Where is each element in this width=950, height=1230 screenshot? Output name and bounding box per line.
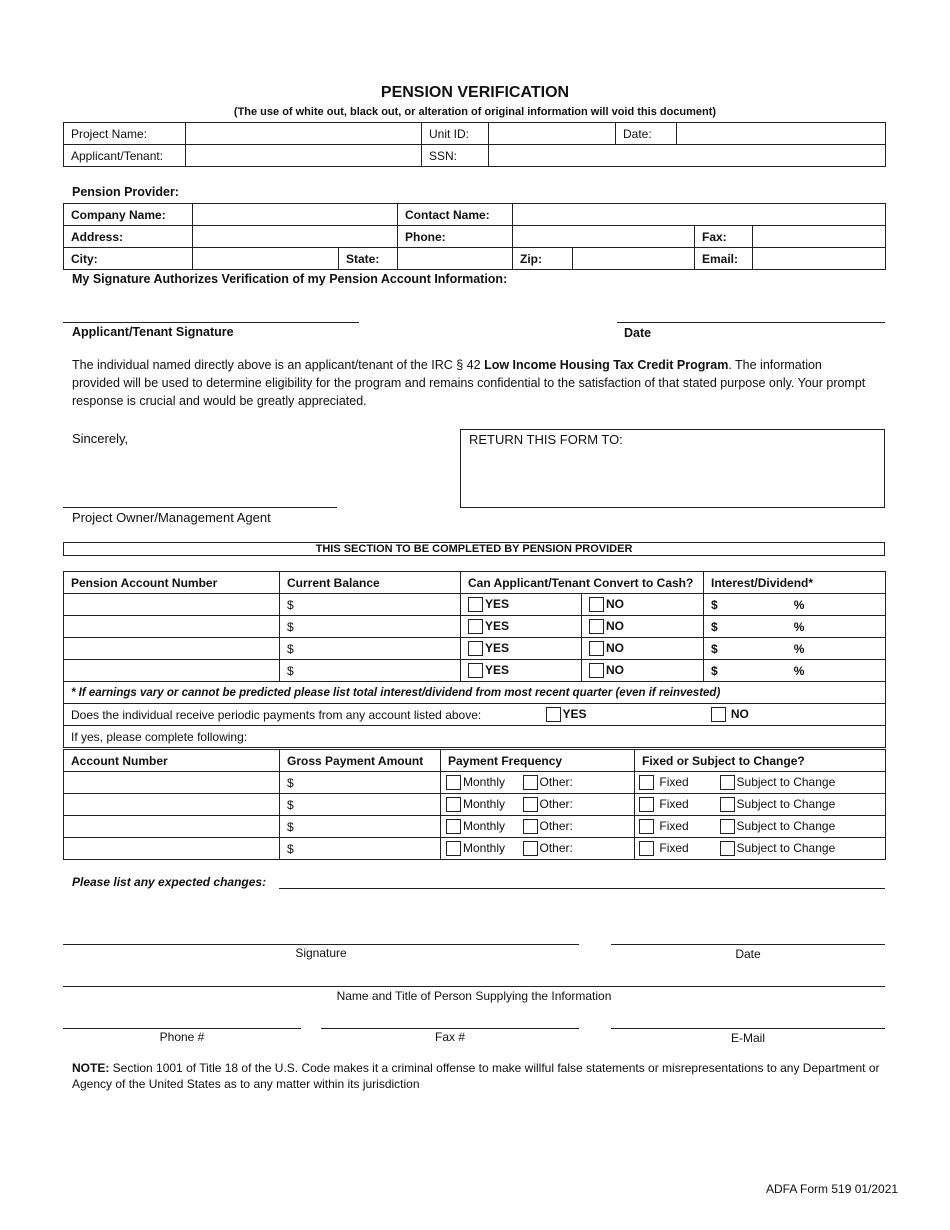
no-checkbox[interactable] [589,641,604,656]
form-id: ADFA Form 519 01/2021 [766,1182,899,1196]
company-name-field[interactable] [193,204,398,226]
date-field[interactable] [677,123,886,145]
col-payment-frequency: Payment Frequency [441,750,635,772]
expected-changes-line[interactable] [279,888,885,889]
col-fixed-change: Fixed or Subject to Change? [635,750,886,772]
table-row: $ YES NO $ % [64,660,886,682]
page-subtitle: (The use of white out, black out, or alteration of original information will void this document) [233,106,717,118]
account-number-cell[interactable] [64,838,280,860]
project-name-field[interactable] [186,123,422,145]
gross-payment-cell[interactable]: $ [280,816,441,838]
other-checkbox[interactable] [523,797,538,812]
applicant-field[interactable] [186,145,422,167]
monthly-checkbox[interactable] [446,775,461,790]
interest-cell[interactable]: $ % [704,594,886,616]
subject-checkbox[interactable] [720,819,735,834]
company-name-label: Company Name: [64,204,193,226]
return-form-label: RETURN THIS FORM TO: [469,432,623,447]
earnings-footnote: * If earnings vary or cannot be predicted please list total interest/dividend from most recent quarter (even if reinvested) [64,682,886,704]
fax-label: Fax: [695,226,753,248]
fixed-checkbox[interactable] [639,819,654,834]
monthly-checkbox[interactable] [446,797,461,812]
gross-payment-cell[interactable]: $ [280,794,441,816]
account-number-cell[interactable] [64,794,280,816]
phone-field[interactable] [513,226,695,248]
balance-cell[interactable]: $ [280,594,461,616]
col-gross-payment: Gross Payment Amount [280,750,441,772]
unit-id-field[interactable] [489,123,616,145]
no-checkbox[interactable] [589,597,604,612]
program-paragraph [72,356,872,410]
account-number-cell[interactable] [64,772,280,794]
provider-date-line[interactable] [611,944,885,945]
pension-accounts-table: Pension Account Number Current Balance Can Applicant/Tenant Convert to Cash? Interest/Dividend* $ YES NO $ % $ YES NO $ % $ YES NO $ % $ YES NO $ % * If earnings vary or cannot be predicted please list total interest/dividend from most recent quarter (even if reinvested) Does the individual receive periodic payments from any account listed above: YES NO If yes, please complete following: [63,571,886,748]
account-number-cell[interactable] [64,616,280,638]
name-title-label: Name and Title of Person Supplying the Information [336,989,612,1003]
zip-label: Zip: [513,248,573,270]
fixed-checkbox[interactable] [639,797,654,812]
page-title: PENSION VERIFICATION [380,84,570,101]
fax-field[interactable] [753,226,886,248]
fixed-checkbox[interactable] [639,841,654,856]
other-checkbox[interactable] [523,819,538,834]
balance-cell[interactable]: $ [280,616,461,638]
table-row: $ Monthly Other: Fixed Subject to Change [64,816,886,838]
if-yes-text: If yes, please complete following: [64,726,886,748]
provider-table [63,203,886,270]
applicant-date-label: Date [624,326,652,340]
no-checkbox[interactable] [589,619,604,634]
address-label: Address: [64,226,193,248]
unit-id-label: Unit ID: [422,123,489,145]
account-number-cell[interactable] [64,594,280,616]
gross-payment-cell[interactable]: $ [280,838,441,860]
state-label: State: [339,248,398,270]
col-current-balance: Current Balance [280,572,461,594]
return-form-box[interactable] [460,429,885,508]
fax-line[interactable] [321,1028,579,1029]
expected-changes-label: Please list any expected changes: [72,875,267,889]
fixed-checkbox[interactable] [639,775,654,790]
state-field[interactable] [398,248,513,270]
paragraph-part1: The individual named directly above is an applicant/tenant of the IRC § 42 [72,358,485,372]
applicant-signature-line[interactable] [63,322,359,323]
note-text: Section 1001 of Title 18 of the U.S. Code makes it a criminal offense to make willful false statements or misrepresentations to any Department or Agency of the United States as to any matter within its jurisdiction [72,1061,880,1091]
ssn-field[interactable] [489,145,886,167]
city-label: City: [64,248,193,270]
monthly-checkbox[interactable] [446,841,461,856]
project-name-label: Project Name: [64,123,186,145]
applicant-date-line[interactable] [617,322,885,323]
yes-checkbox[interactable] [468,619,483,634]
date-label: Date: [616,123,677,145]
name-title-line[interactable] [63,986,885,987]
authorization-text: My Signature Authorizes Verification of my Pension Account Information: [72,272,508,286]
gross-payment-cell[interactable]: $ [280,772,441,794]
paragraph-bold: Low Income Housing Tax Credit Program [484,358,729,372]
sincerely-text: Sincerely, [72,431,129,446]
agent-label: Project Owner/Management Agent [72,510,271,525]
provider-signature-line[interactable] [63,944,579,945]
provider-date-label: Date [735,947,761,961]
table-row: $ Monthly Other: Fixed Subject to Change [64,838,886,860]
col-interest: Interest/Dividend* [704,572,886,594]
contact-name-label: Contact Name: [398,204,513,226]
account-number-cell[interactable] [64,638,280,660]
zip-field[interactable] [573,248,695,270]
interest-cell[interactable]: $ % [704,660,886,682]
provider-signature-label: Signature [295,946,347,960]
subject-checkbox[interactable] [720,775,735,790]
table-row: $ YES NO $ % [64,638,886,660]
paragraph-part2: . The information provided will be used to determine eligibility for the program and remains confidential to the satisfaction of that stated purpose only. Your prompt response is crucial and would be greatly appreciated. [72,358,866,408]
yes-checkbox[interactable] [468,641,483,656]
applicant-label: Applicant/Tenant: [64,145,186,167]
payments-table [63,749,886,860]
no-checkbox[interactable] [589,663,604,678]
ssn-label: SSN: [422,145,489,167]
applicant-signature-label: Applicant/Tenant Signature [72,325,234,339]
phone-line[interactable] [63,1028,301,1029]
yes-checkbox[interactable] [468,597,483,612]
periodic-yes-checkbox[interactable] [546,707,561,722]
col-account-number: Account Number [64,750,280,772]
legal-note [72,1060,882,1092]
col-convert-cash: Can Applicant/Tenant Convert to Cash? [461,572,704,594]
fax-label: Fax # [434,1030,465,1044]
table-row: $ Monthly Other: Fixed Subject to Change [64,794,886,816]
other-checkbox[interactable] [523,841,538,856]
subject-checkbox[interactable] [720,797,735,812]
email-label: E-Mail [730,1031,765,1045]
table-row: $ YES NO $ % [64,616,886,638]
email-label: Email: [695,248,753,270]
note-label: NOTE: [72,1061,110,1075]
phone-label: Phone # [159,1030,205,1044]
other-checkbox[interactable] [523,775,538,790]
balance-cell[interactable]: $ [280,638,461,660]
pension-provider-heading: Pension Provider: [72,185,179,199]
email-field[interactable] [753,248,886,270]
contact-name-field[interactable] [513,204,886,226]
account-number-cell[interactable] [64,660,280,682]
table-row: $ Monthly Other: Fixed Subject to Change [64,772,886,794]
phone-label: Phone: [398,226,513,248]
periodic-question: Does the individual receive periodic payments from any account listed above: [64,704,582,726]
col-pension-account: Pension Account Number [64,572,280,594]
monthly-checkbox[interactable] [446,819,461,834]
interest-cell[interactable]: $ % [704,616,886,638]
table-row: $ YES NO $ % [64,594,886,616]
balance-cell[interactable]: $ [280,660,461,682]
subject-checkbox[interactable] [720,841,735,856]
yes-checkbox[interactable] [468,663,483,678]
account-number-cell[interactable] [64,816,280,838]
address-field[interactable] [193,226,398,248]
email-line[interactable] [611,1028,885,1029]
city-field[interactable] [193,248,339,270]
interest-cell[interactable]: $ % [704,638,886,660]
project-info-table [63,122,886,167]
periodic-no-checkbox[interactable] [711,707,726,722]
agent-signature-line[interactable] [63,507,337,508]
provider-section-bar: THIS SECTION TO BE COMPLETED BY PENSION PROVIDER [63,542,885,556]
